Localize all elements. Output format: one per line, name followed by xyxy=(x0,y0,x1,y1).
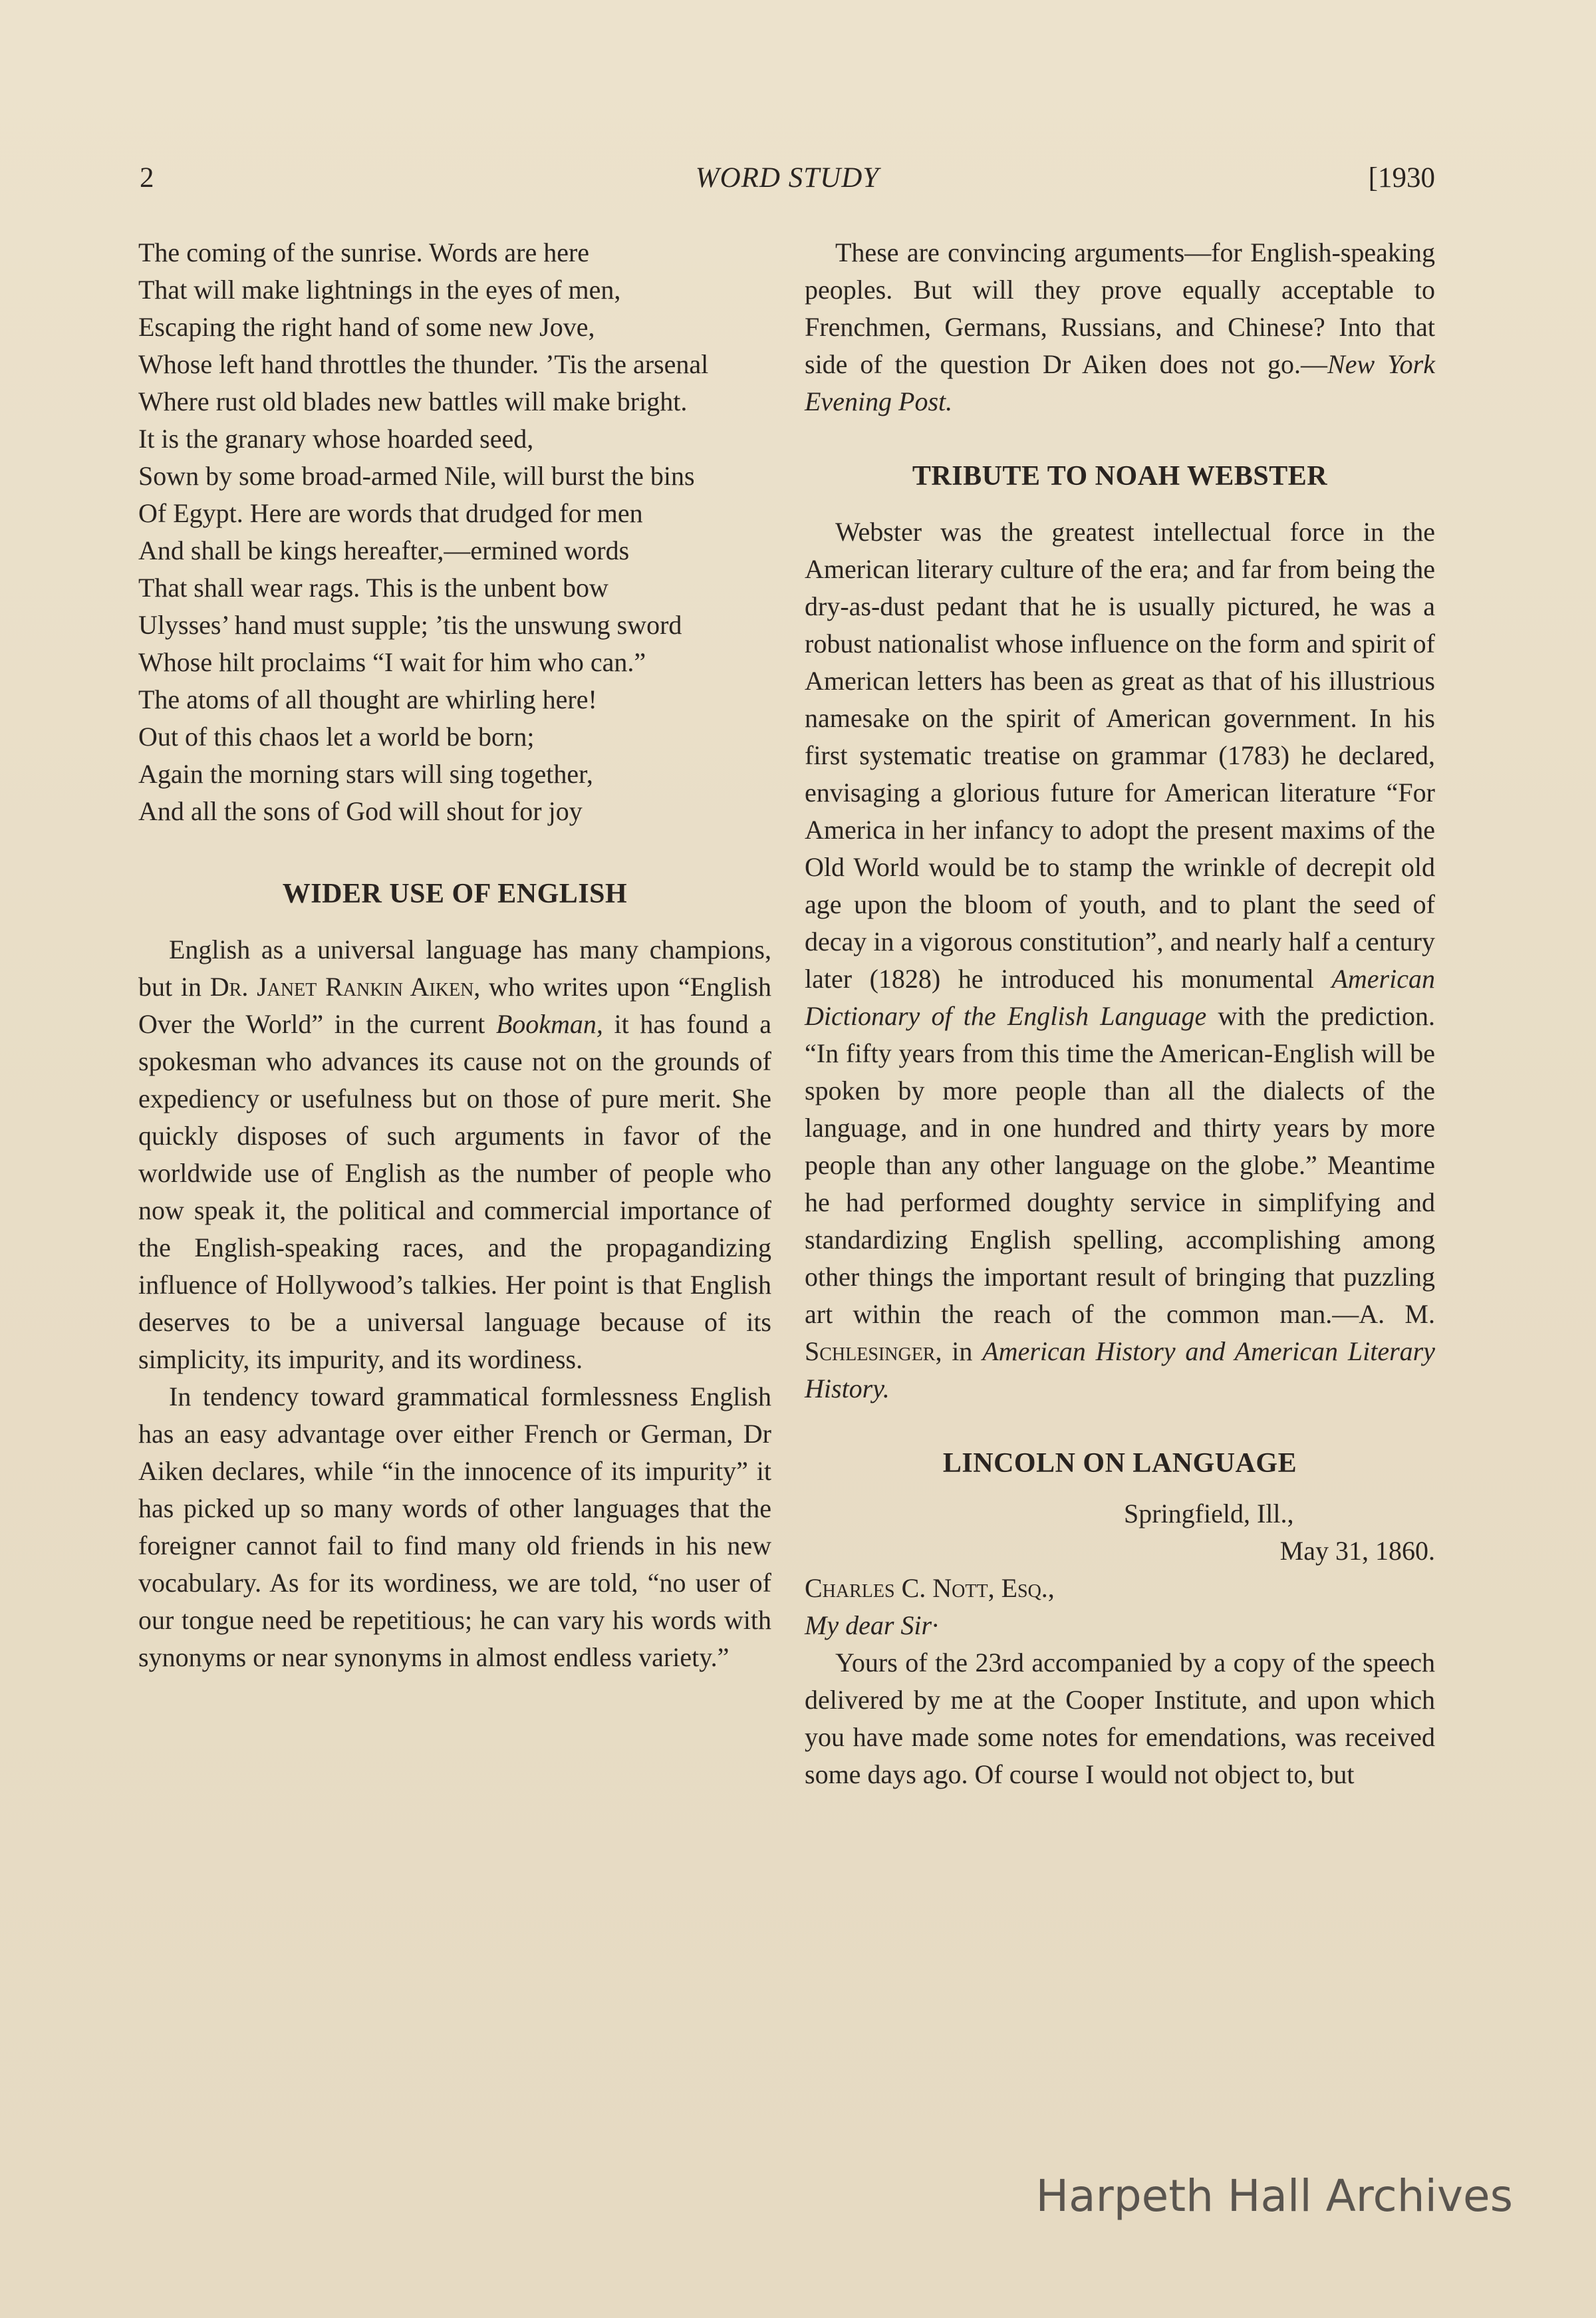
author-name: Dr. Janet Rankin Aiken xyxy=(209,972,474,1002)
page-number: 2 xyxy=(140,162,154,194)
section-heading-tribute: TRIBUTE TO NOAH WEBSTER xyxy=(912,461,1328,492)
poem-line: That shall wear rags. This is the unbent bow xyxy=(138,573,608,603)
paragraph-webster xyxy=(805,513,1435,1407)
paragraph-continued xyxy=(805,234,1435,420)
poem xyxy=(138,234,771,830)
poem-line: Of Egypt. Here are words that drudged for men xyxy=(138,498,643,528)
paragraph-text: , who writes upon “English Over the World” in the current xyxy=(138,972,771,1039)
section-heading-wider-use: WIDER USE OF ENGLISH xyxy=(282,879,628,909)
right-column xyxy=(805,234,1435,1793)
running-head xyxy=(140,158,1435,198)
paragraph-aiken-intro xyxy=(138,931,771,1378)
paragraph-text: English as a universal language has many champions, but in xyxy=(138,935,771,1002)
poem-line: Escaping the right hand of some new Jove, xyxy=(138,312,595,342)
left-column xyxy=(138,234,771,1676)
poem-line: Again the morning stars will sing together, xyxy=(138,759,593,789)
archive-watermark: Harpeth Hall Archives xyxy=(1035,2170,1513,2222)
poem-line: Whose hilt proclaims “I wait for him who can.” xyxy=(138,647,646,677)
paragraph-aiken-grammar: In tendency toward grammatical formlessness English has an easy advantage over either French or German, Dr Aiken declares, while “in the innocence of its impurity” it has picked up so many words of other languages that the foreigner cannot fail to find many old friends in his new vocabulary. As for its wordiness, we are told, “no user of our tongue need be repetitious; he can vary his words with synonyms or near synonyms in almost endless variety.” xyxy=(138,1381,771,1672)
poem-line: The atoms of all thought are whirling here! xyxy=(138,684,597,714)
letter-body: Yours of the 23rd accompanied by a copy of the speech delivered by me at the Cooper Institute, and upon which you have made some notes for emendations, was received some days ago. Of course I would not object to, but xyxy=(805,1648,1435,1789)
source-citation: New York Evening Post. xyxy=(805,349,1435,416)
source-citation: American History and American Literary History. xyxy=(805,1336,1435,1403)
poem-line: And all the sons of God will shout for joy xyxy=(138,796,583,826)
poem-line: It is the granary whose hoarded seed, xyxy=(138,424,534,454)
poem-line: And shall be kings hereafter,—ermined words xyxy=(138,535,630,565)
dictionary-title: American Dictionary of the English Language xyxy=(805,964,1435,1031)
paragraph-text: These are convincing arguments—for English-speaking peoples. But will they prove equally acceptable to Frenchmen, Germans, Russians, and Chinese? Into that side of the question Dr Aiken does not go.— xyxy=(805,237,1435,379)
paragraph-text: with the prediction. “In fifty years from this time the American-English will be spoken by more people than all the dialects of the language, and in one hundred and thirty years by more people than any other language on the globe.” Meantime he had performed doughty service in simplifying and standardizing English spelling, accomplishing among other things the important result of bringing that puzzling art within the reach of the common man.— xyxy=(805,1001,1435,1329)
poem-line: The coming of the sunrise. Words are here xyxy=(138,237,590,267)
paragraph-text: Webster was the greatest intellectual force in the American literary culture of the era; and far from being the dry-as-dust pedant that he is usually pictured, he was a robust nationalist whose influence on the form and spirit of American letters has been as great as that of his illustrious namesake on the spirit of American government. In his first systematic treatise on grammar (1783) he declared, envisaging a glorious future for American literature “For America in her infancy to adopt the present maxims of the Old World would be to stamp the wrinkle of decrepit old age upon the bloom of youth, and to plant the seed of decay in a vigorous constitution”, and nearly half a century later (1828) he introduced his monumental xyxy=(805,517,1435,994)
poem-line: Sown by some broad-armed Nile, will burst the bins xyxy=(138,461,695,491)
poem-line: Where rust old blades new battles will make bright. xyxy=(138,386,688,416)
poem-line: That will make lightnings in the eyes of men, xyxy=(138,275,621,305)
letter-date: May 31, 1860. xyxy=(1279,1536,1435,1566)
letter-addressee: Charles C. Nott, Esq., xyxy=(805,1573,1055,1603)
poem-line: Out of this chaos let a world be born; xyxy=(138,722,535,752)
letter-place: Springfield, Ill., xyxy=(1124,1499,1294,1528)
poem-line: Ulysses’ hand must supple; ’tis the unswung sword xyxy=(138,610,682,640)
journal-title: WORD STUDY xyxy=(695,162,880,194)
magazine-title: Bookman, xyxy=(495,1009,603,1039)
author-name: A. M. Schlesinger xyxy=(805,1299,1436,1366)
paragraph-text: , in xyxy=(935,1336,983,1366)
poem-line: Whose left hand throttles the thunder. ’Tis the arsenal xyxy=(138,349,709,379)
year-marker: [1930 xyxy=(1368,162,1435,194)
letter-salutation: My dear Sir· xyxy=(805,1610,939,1640)
paragraph-text: it has found a spokesman who advances its cause not on the grounds of expediency or usefulness but on those of pure merit. She quickly disposes of such arguments in favor of the worldwide use of English as the number of people who now speak it, the political and commercial importance of the English-speaking races, and the propagandizing influence of Hollywood’s talkies. Her point is that English deserves to be a universal language because of its simplicity, its impurity, and its wordiness. xyxy=(138,1009,771,1374)
section-heading-lincoln: LINCOLN ON LANGUAGE xyxy=(942,1448,1297,1479)
